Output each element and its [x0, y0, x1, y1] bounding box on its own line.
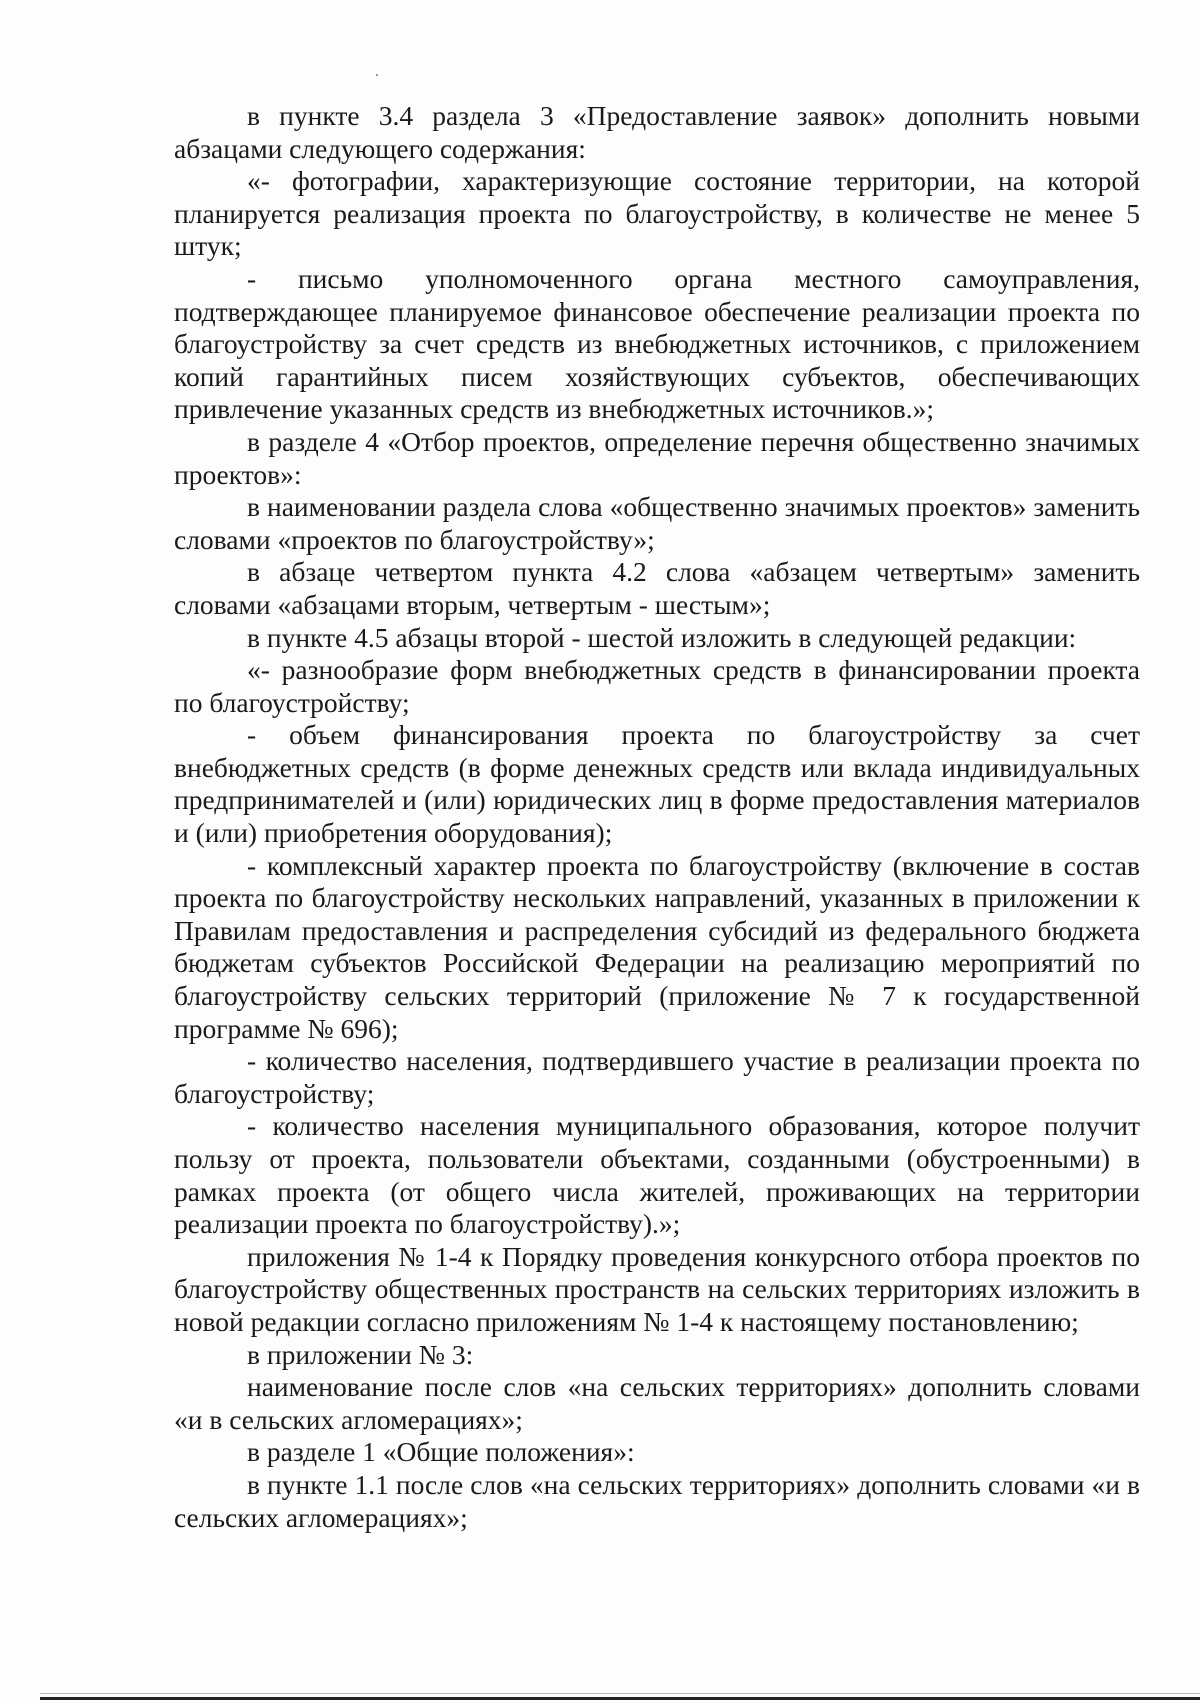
paragraph-13: приложения № 1-4 к Порядку проведения конкурсного отбора проектов по благоустройству общественных пространств на сельских территориях изложить в новой редакции согласно приложениям № 1-4 к настоящему постановлению; [174, 1240, 1140, 1337]
paragraph-5: в наименовании раздела слова «общественно значимых проектов» заменить словами «проектов по благоустройству»; [174, 491, 1140, 555]
paragraph-10: - комплексный характер проекта по благоустройству (включение в состав проекта по благоустройству нескольких направлений, указанных в приложении к Правилам предоставления и распределения субсидий из федерального бюджета бюджетам субъектов Российской Федерации на реализацию мероприятий по благоустройству сельских территорий (приложение № 7 к государственной программе № 696); [174, 849, 1140, 1044]
paragraph-2: «- фотографии, характеризующие состояние территории, на которой планируется реализация проекта по благоустройству, в количестве не менее 5 штук; [174, 165, 1140, 262]
paragraph-1: в пункте 3.4 раздела 3 «Предоставление заявок» дополнить новыми абзацами следующего содержания: [174, 100, 1140, 164]
paragraph-14: в приложении № 3: [247, 1338, 474, 1370]
paragraph-17: в пункте 1.1 после слов «на сельских территориях» дополнить словами «и в сельских агломерациях»; [174, 1468, 1140, 1533]
scan-edge-shadow [40, 1693, 1200, 1694]
paragraph-4: в разделе 4 «Отбор проектов, определение перечня общественно значимых проектов»: [174, 425, 1140, 490]
scan-bottom-edge [40, 1697, 1200, 1700]
paragraph-16: в разделе 1 «Общие положения»: [247, 1436, 635, 1468]
paragraph-6: в абзаце четвертом пункта 4.2 слова «абзацем четвертым» заменить словами «абзацами вторым, четвертым - шестым»; [174, 556, 1140, 620]
scan-speck [376, 74, 378, 76]
paragraph-9: - объем финансирования проекта по благоустройству за счет внебюджетных средств (в форме денежных средств или вклада индивидуальных предпринимателей и (или) юридических лиц в форме предоставления материалов и (или) приобретения оборудования); [174, 719, 1140, 849]
paragraph-11: - количество населения, подтвердившего участие в реализации проекта по благоустройству; [174, 1045, 1140, 1109]
paragraph-12: - количество населения муниципального образования, которое получит пользу от проекта, пользователи объектами, созданными (обустроенными) в рамках проекта (от общего числа жителей, проживающих на территории реализации проекта по благоустройству).»; [174, 1110, 1140, 1240]
paragraph-3: - письмо уполномоченного органа местного самоуправления, подтверждающее планируемое финансовое обеспечение реализации проекта по благоустройству за счет средств из внебюджетных источников, с приложением копий гарантийных писем хозяйствующих субъектов, обеспечивающих привлечение указанных средств из внебюджетных источников.»; [174, 262, 1140, 425]
paragraph-15: наименование после слов «на сельских территориях» дополнить словами «и в сельских агломерациях»; [174, 1371, 1140, 1435]
document-body [174, 100, 1140, 1534]
paragraph-7: в пункте 4.5 абзацы второй - шестой изложить в следующей редакции: [247, 621, 1077, 653]
paragraph-8: «- разнообразие форм внебюджетных средств в финансировании проекта по благоустройству; [174, 654, 1140, 718]
